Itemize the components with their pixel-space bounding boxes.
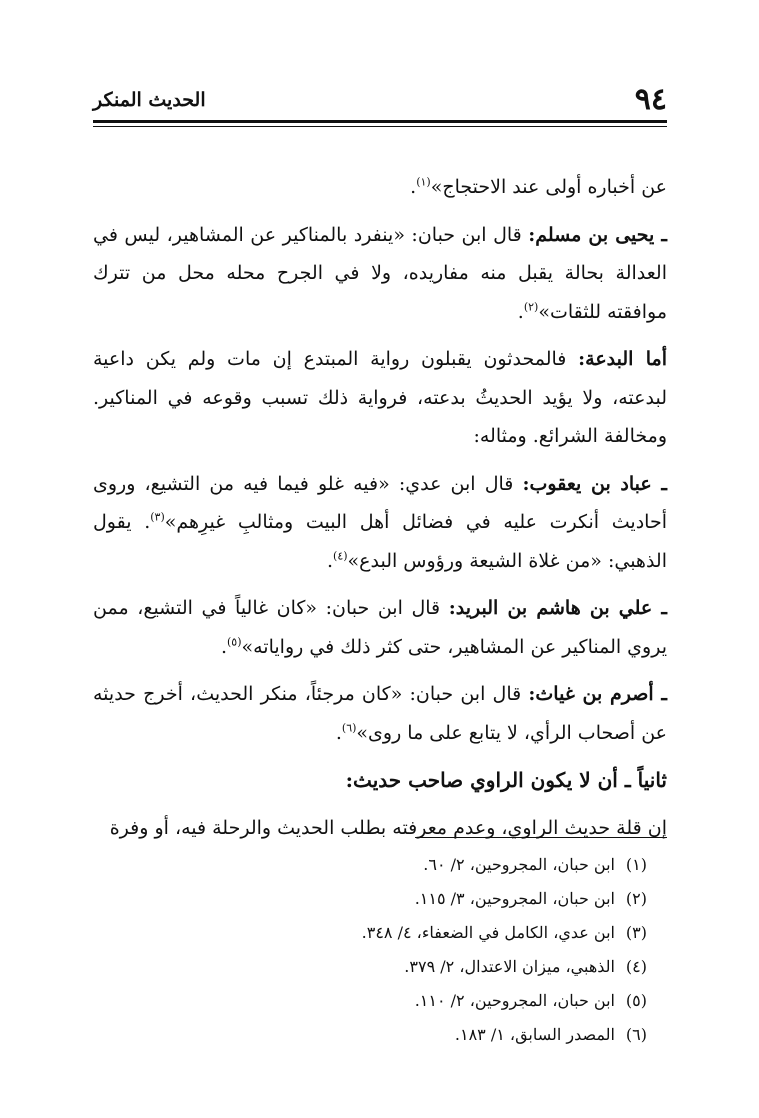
narrator-entry: ـ عباد بن يعقوب: قال ابن عدي: «فيه غلو فيما فيه من التشيع، وروى أحاديث أنكرت عليه في فضائل أهل البيت ومثالبِ غيرِهم»$^{(٣)}$. يقول الذهبي: «من غلاة الشيعة ورؤوس البدع»$^{(٤)}$.: [93, 472, 667, 572]
running-title: الحديث المنكر: [93, 89, 206, 111]
footnote: (٢)ابن حبان، المجروحين، ٣/ ١١٥.: [414, 889, 647, 908]
paragraph-continuation: عن أخباره أولى عند الاحتجاج»$^{(١)}$.: [410, 175, 667, 198]
section-label: أما البدعة:: [578, 348, 668, 370]
footnote-ref: (٤): [333, 549, 348, 563]
footnote: (٦)المصدر السابق، ١/ ١٨٣.: [454, 1025, 647, 1044]
footnote: (٣)ابن عدي، الكامل في الضعفاء، ٤/ ٣٤٨.: [361, 923, 647, 942]
narrator-name: ـ أصرم بن غياث:: [528, 683, 667, 705]
header-rule-thin: [93, 126, 667, 127]
narrator-name: ـ عباد بن يعقوب:: [522, 472, 667, 495]
paragraph: إن قلة حديث الراوي، وعدم معرفته بطلب الحديث والرحلة فيه، أو وفرة: [109, 816, 667, 839]
footnote-ref: (٦): [341, 721, 357, 735]
footnote-ref: (٥): [226, 635, 242, 649]
narrator-entry: ـ علي بن هاشم بن البريد: قال ابن حبان: «كان غالياً في التشيع، ممن يروي المناكير عن المشاهير، حتى كثر ذلك في رواياته»$^{(٥)}$.: [93, 597, 667, 658]
main-text: [93, 168, 667, 856]
section-heading: ثانياً ـ أن لا يكون الراوي صاحب حديث:: [345, 768, 667, 792]
page-number: ٩٤: [634, 82, 667, 117]
footnote: (٥)ابن حبان، المجروحين، ٢/ ١١٠.: [414, 991, 647, 1010]
footnote-ref: (٣): [150, 510, 165, 524]
footnote: (١)ابن حبان، المجروحين، ٢/ ٦٠.: [423, 855, 647, 874]
footnote: (٤)الذهبي، ميزان الاعتدال، ٢/ ٣٧٩.: [404, 957, 647, 976]
narrator-entry: ـ يحيى بن مسلم: قال ابن حبان: «ينفرد بالمناكير عن المشاهير، ليس في العدالة بحالة يقبل منه مفاريده، ولا في الجرح محله محل من تترك موافقته للثقات»$^{(٢)}$.: [93, 223, 667, 323]
innovation-paragraph: أما البدعة: فالمحدثون يقبلون رواية المبتدع إن مات ولم يكن داعية لبدعته، ولا يؤيد الحديثُ بدعته، فرواية ذلك تسبب وقوعه في المناكير. ومخالفة الشرائع. ومثاله:: [93, 348, 668, 447]
header-rule-thick: [93, 120, 667, 123]
narrator-name: ـ علي بن هاشم بن البريد:: [448, 597, 667, 619]
narrator-name: ـ يحيى بن مسلم:: [528, 223, 667, 246]
footnote-rule: [415, 837, 667, 838]
narrator-entry: ـ أصرم بن غياث: قال ابن حبان: «كان مرجئاً، منكر الحديث، أخرج حديثه عن أصحاب الرأي، لا يتابع على ما روى»$^{(٦)}$.: [93, 683, 667, 744]
footnotes: [127, 848, 647, 1052]
footnote-ref: (١): [416, 175, 431, 189]
footnote-ref: (٢): [523, 300, 539, 314]
page-header: [93, 82, 667, 118]
